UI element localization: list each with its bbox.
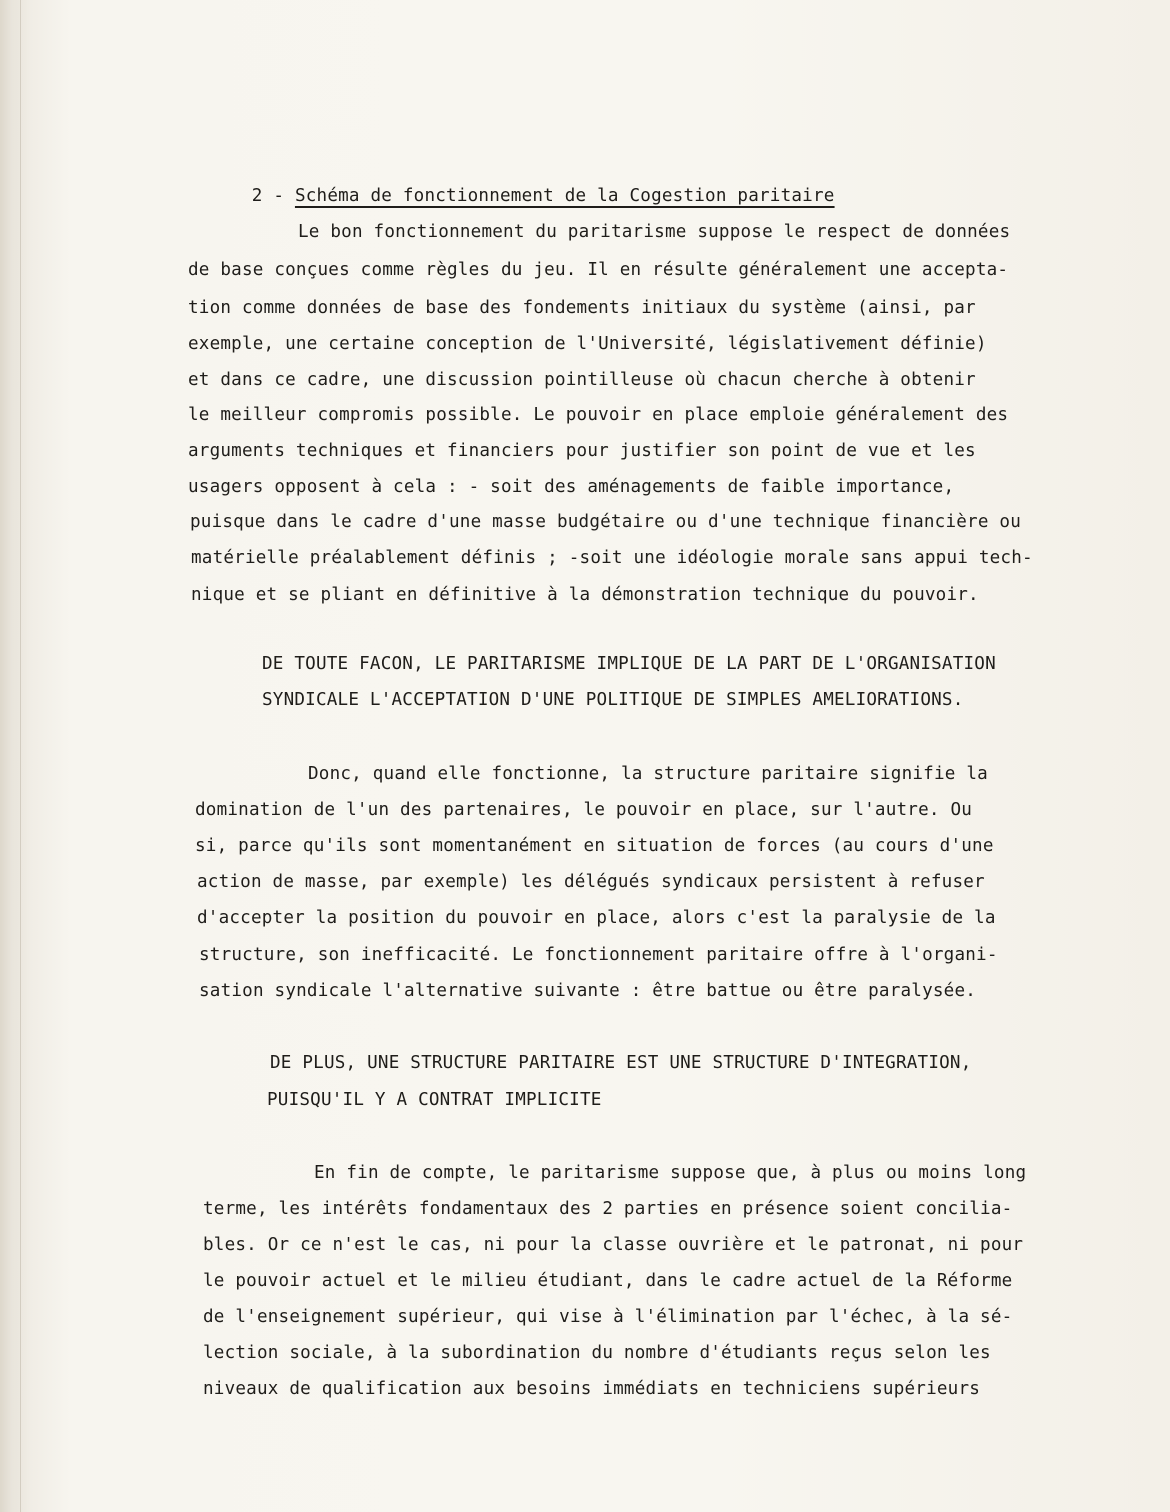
- paragraph-line: d'accepter la position du pouvoir en place, alors c'est la paralysie de la: [197, 908, 996, 928]
- emphasis-line: DE TOUTE FACON, LE PARITARISME IMPLIQUE DE LA PART DE L'ORGANISATION: [262, 654, 996, 674]
- paragraph-line: sation syndicale l'alternative suivante : être battue ou être paralysée.: [199, 981, 977, 1001]
- paragraph-line: En fin de compte, le paritarisme suppose que, à plus ou moins long: [314, 1163, 1027, 1183]
- paragraph-line: tion comme données de base des fondements initiaux du système (ainsi, par: [188, 298, 976, 318]
- heading-title: Schéma de fonctionnement de la Cogestion paritaire: [294, 185, 835, 206]
- paragraph-line: lection sociale, à la subordination du nombre d'étudiants reçus selon les: [203, 1343, 991, 1363]
- emphasis-line: PUISQU'IL Y A CONTRAT IMPLICITE: [267, 1090, 602, 1110]
- paragraph-line: matérielle préalablement définis ; -soit une idéologie morale sans appui tech-: [191, 548, 1033, 568]
- paragraph-line: domination de l'un des partenaires, le pouvoir en place, sur l'autre. Ou: [195, 800, 973, 820]
- paragraph-line: Donc, quand elle fonctionne, la structure paritaire signifie la: [308, 764, 988, 784]
- paragraph-line: et dans ce cadre, une discussion pointilleuse où chacun cherche à obtenir: [188, 370, 976, 390]
- paragraph-line: exemple, une certaine conception de l'Université, législativement définie): [188, 334, 987, 354]
- paragraph-line: le meilleur compromis possible. Le pouvoir en place emploie généralement des: [188, 405, 1009, 425]
- paragraph-line: puisque dans le cadre d'une masse budgétaire ou d'une technique financière ou: [190, 512, 1022, 532]
- paragraph-line: terme, les intérêts fondamentaux des 2 parties en présence soient concilia-: [203, 1199, 1013, 1219]
- paragraph-line: structure, son inefficacité. Le fonctionnement paritaire offre à l'organi-: [199, 945, 998, 965]
- paragraph-line: niveaux de qualification aux besoins immédiats en techniciens supérieurs: [203, 1379, 981, 1399]
- paragraph-line: nique et se pliant en définitive à la démonstration technique du pouvoir.: [191, 585, 979, 605]
- paragraph-line: si, parce qu'ils sont momentanément en situation de forces (au cours d'une: [195, 836, 994, 856]
- emphasis-line: SYNDICALE L'ACCEPTATION D'UNE POLITIQUE DE SIMPLES AMELIORATIONS.: [262, 690, 964, 710]
- paragraph-line: bles. Or ce n'est le cas, ni pour la classe ouvrière et le patronat, ni pour: [203, 1235, 1024, 1255]
- heading-number: 2 -: [251, 185, 295, 206]
- paragraph-line: de l'enseignement supérieur, qui vise à l'élimination par l'échec, à la sé-: [203, 1307, 1013, 1327]
- emphasis-line: DE PLUS, UNE STRUCTURE PARITAIRE EST UNE STRUCTURE D'INTEGRATION,: [270, 1053, 972, 1073]
- paragraph-line: Le bon fonctionnement du paritarisme suppose le respect de données: [298, 222, 1011, 242]
- paragraph-line: usagers opposent à cela : - soit des aménagements de faible importance,: [188, 477, 955, 497]
- paragraph-line: action de masse, par exemple) les délégués syndicaux persistent à refuser: [197, 872, 985, 892]
- section-heading: [187, 170, 835, 223]
- paragraph-line: arguments techniques et financiers pour justifier son point de vue et les: [188, 441, 976, 461]
- paragraph-line: le pouvoir actuel et le milieu étudiant, dans le cadre actuel de la Réforme: [203, 1271, 1013, 1291]
- paragraph-line: de base conçues comme règles du jeu. Il en résulte généralement une accepta-: [188, 260, 1009, 280]
